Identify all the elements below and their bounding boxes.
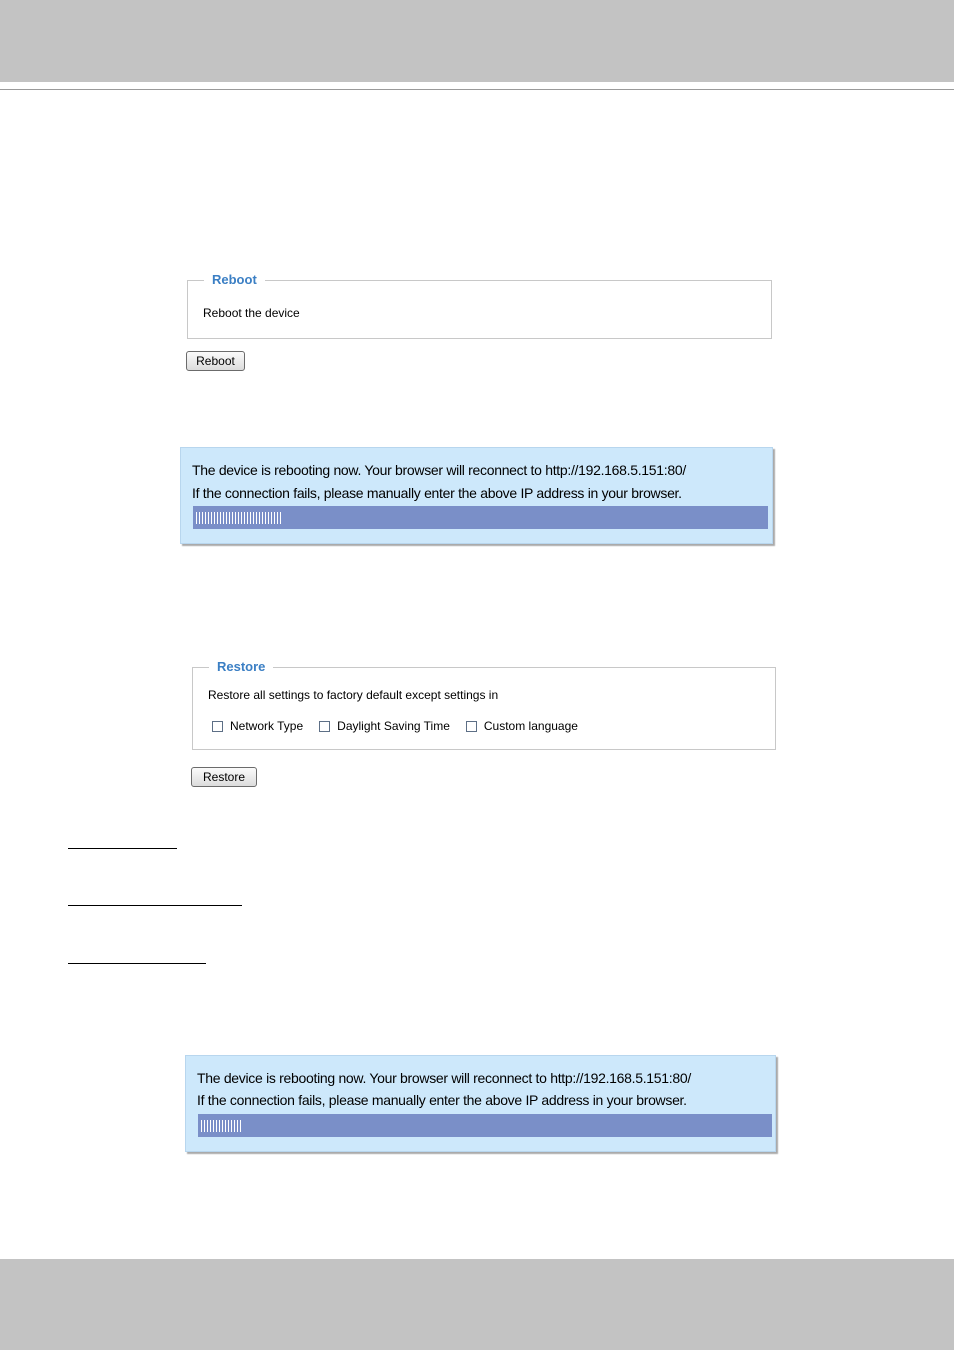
option-network-type[interactable] xyxy=(212,719,303,733)
reboot-description: Reboot the device xyxy=(203,306,300,320)
daylight-saving-time-label: Daylight Saving Time xyxy=(337,719,450,733)
restore-progress-bar xyxy=(198,1114,772,1137)
restore-legend: Restore xyxy=(217,659,266,674)
reboot-button[interactable]: Reboot xyxy=(186,351,245,371)
page-header-band xyxy=(0,0,954,82)
reboot-notice xyxy=(180,447,773,544)
restore-panel xyxy=(192,660,776,750)
heading-underline-2 xyxy=(68,905,242,906)
notice-line-1: The device is rebooting now. Your browser will reconnect to http://192.168.5.151:80/ xyxy=(192,462,686,478)
option-daylight-saving-time[interactable] xyxy=(319,719,450,733)
notice-line-2: If the connection fails, please manually enter the above IP address in your browser. xyxy=(192,485,682,501)
restore-options xyxy=(212,719,594,733)
reboot-progress-bar xyxy=(193,506,768,529)
progress-fill xyxy=(201,1120,241,1132)
progress-fill xyxy=(196,512,282,524)
daylight-saving-time-checkbox[interactable] xyxy=(319,721,330,732)
notice-line-1: The device is rebooting now. Your browser will reconnect to http://192.168.5.151:80/ xyxy=(197,1070,691,1086)
page-footer-band xyxy=(0,1259,954,1350)
network-type-checkbox[interactable] xyxy=(212,721,223,732)
custom-language-label: Custom language xyxy=(483,719,578,733)
reboot-legend: Reboot xyxy=(212,272,257,287)
heading-underline-3 xyxy=(68,963,206,964)
network-type-label: Network Type xyxy=(230,719,304,733)
option-custom-language[interactable] xyxy=(466,719,578,733)
heading-underline-1 xyxy=(68,848,177,849)
custom-language-checkbox[interactable] xyxy=(466,721,477,732)
restore-button[interactable]: Restore xyxy=(191,767,257,787)
restore-notice xyxy=(185,1055,776,1152)
notice-line-2: If the connection fails, please manually enter the above IP address in your browser. xyxy=(197,1092,687,1108)
header-divider xyxy=(0,89,954,90)
restore-description: Restore all settings to factory default except settings in xyxy=(208,688,499,702)
